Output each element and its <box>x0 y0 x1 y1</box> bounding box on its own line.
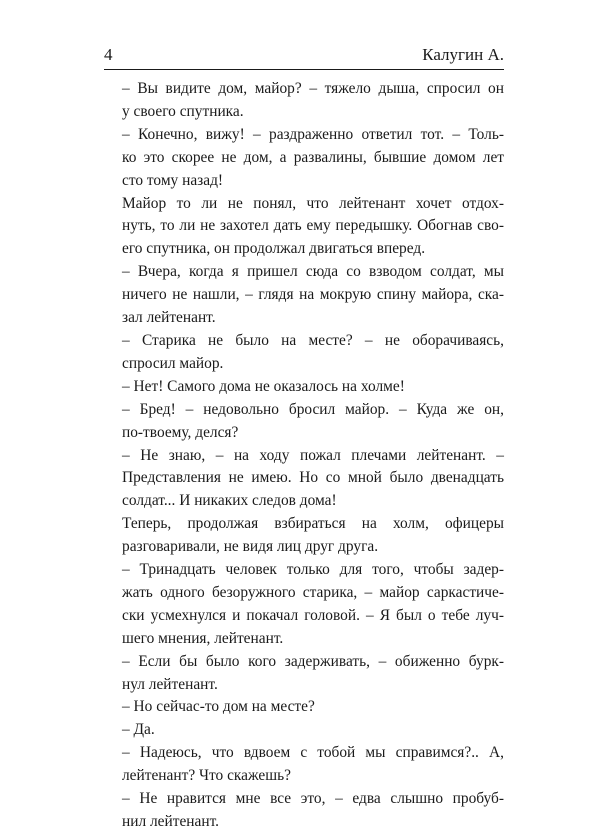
text-line: – Надеюсь, что вдвоем с тобой мы справимся?.. А, <box>122 744 504 762</box>
text-line: – Не нравится мне все это, – едва слышно пробуб- <box>122 790 504 808</box>
paragraph <box>104 330 504 376</box>
text-line: – Не знаю, – на ходу пожал плечами лейтенант. – <box>122 446 504 464</box>
paragraph <box>104 742 504 788</box>
text-line: – Да. <box>122 721 155 739</box>
paragraph <box>104 445 504 514</box>
text-line: жать одного безоружного старика, – майор саркастиче- <box>122 583 504 601</box>
text-line: нул лейтенант. <box>122 675 218 693</box>
text-line: шего мнения, лейтенант. <box>122 629 284 647</box>
text-line: – Вчера, когда я пришел сюда со взводом солдат, мы <box>122 263 504 281</box>
text-line: – Бред! – недовольно бросил майор. – Куда же он, <box>122 400 504 418</box>
paragraph <box>104 399 504 445</box>
text-line: – Тринадцать человек только для того, чтобы задер- <box>122 561 504 579</box>
paragraph <box>104 788 504 834</box>
text-line: Представления не имею. Но со мной было двенадцать <box>122 469 504 487</box>
running-head <box>104 44 504 66</box>
text-line: у своего спутника. <box>122 102 244 120</box>
paragraph <box>104 124 504 193</box>
paragraph <box>104 696 504 719</box>
text-line: зал лейтенант. <box>122 309 216 327</box>
paragraph <box>104 651 504 697</box>
paragraph <box>104 193 504 262</box>
text-line: ски усмехнулся и покачал головой. – Я был о тебе луч- <box>122 606 504 624</box>
text-line: ко это скорее не дом, а развалины, бывшие домом лет <box>122 148 504 166</box>
page-number: 4 <box>104 45 113 64</box>
header-rule <box>104 69 504 70</box>
text-line: лейтенант? Что скажешь? <box>122 767 291 785</box>
paragraph <box>104 719 504 742</box>
body-text <box>104 78 504 834</box>
text-line: ничего не нашли, – глядя на мокрую спину майора, ска- <box>122 286 504 304</box>
text-line: разговаривали, не видя лиц друг друга. <box>122 538 379 556</box>
running-title: Калугин А. <box>422 45 504 64</box>
text-line: – Но сейчас-то дом на месте? <box>122 698 315 716</box>
paragraph <box>104 559 504 651</box>
paragraph <box>104 78 504 124</box>
text-line: Теперь, продолжая взбираться на холм, офицеры <box>122 515 504 533</box>
text-line: – Нет! Самого дома не оказалось на холме! <box>122 377 405 395</box>
text-line: спросил майор. <box>122 354 224 372</box>
text-line: солдат... И никаких следов дома! <box>122 492 337 510</box>
text-line: его спутника, он продолжал двигаться вперед. <box>122 240 426 258</box>
text-line: нуть, то ли не захотел дать ему передышку. Обогнав сво- <box>122 217 504 235</box>
text-line: нил лейтенант. <box>122 813 220 830</box>
text-line: – Если бы было кого задерживать, – обиженно бурк- <box>122 652 504 670</box>
text-line: Майор то ли не понял, что лейтенант хочет отдох- <box>122 194 504 212</box>
text-line: сто тому назад! <box>122 171 224 189</box>
text-line: – Вы видите дом, майор? – тяжело дыша, спросил он <box>122 80 504 97</box>
paragraph <box>104 376 504 399</box>
paragraph <box>104 513 504 559</box>
text-line: – Старика не было на месте? – не оборачиваясь, <box>122 331 504 349</box>
paragraph <box>104 261 504 330</box>
text-line: по-твоему, делся? <box>122 423 239 441</box>
text-line: – Конечно, вижу! – раздраженно ответил тот. – Толь- <box>122 125 504 143</box>
